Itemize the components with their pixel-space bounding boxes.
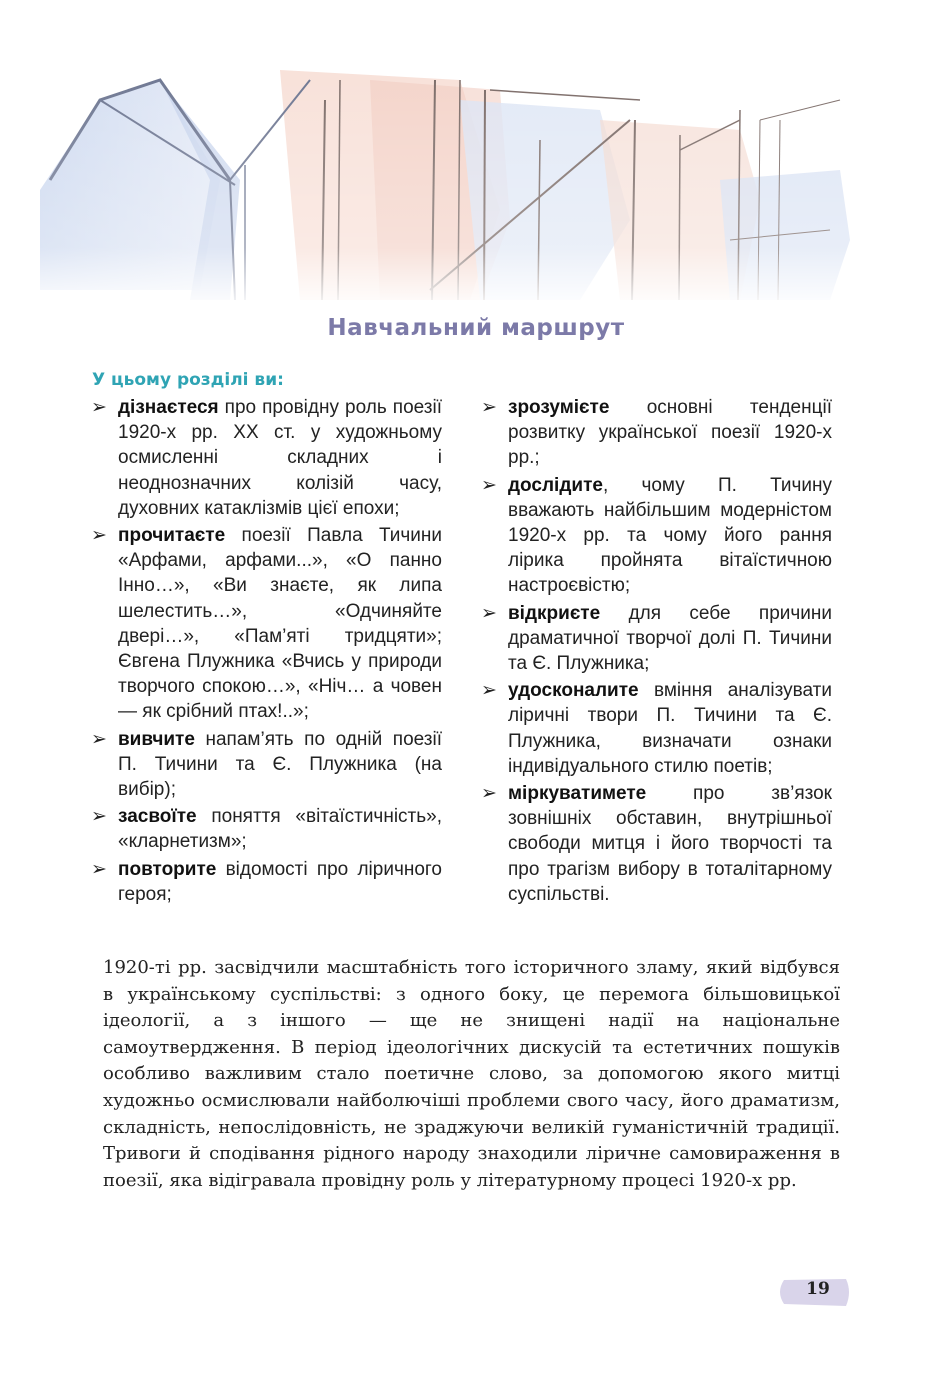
objective-text: , чому П. Тичину вважають найбільшим модерністом 1920-х рр. та чому його рання лірика пройнята вітаїстичною настроєвістю;	[508, 474, 832, 597]
objective-item	[480, 678, 832, 779]
objective-keyword: відкриєте	[508, 602, 601, 624]
objective-keyword: повторите	[118, 858, 217, 880]
arrow-bullet-icon: ➢	[481, 474, 497, 496]
objective-item	[90, 727, 442, 803]
section-intro: У цьому розділі ви:	[92, 370, 284, 390]
arrow-bullet-icon: ➢	[91, 728, 107, 750]
objective-text: поезії Павла Тичини «Арфами, арфами...», «О панно Інно…», «Ви знаєте, як липа шелестить…», «Одчиняйте двері…», «Пам’яті тридцяти»; Євгена Плужника «Вчись у природи творчого спокою…», «Ніч… а човен — як срібний птах!..»;	[118, 525, 442, 723]
objective-keyword: удосконалите	[508, 680, 639, 702]
objective-item	[480, 473, 832, 599]
objective-keyword: дізнаєтеся	[118, 397, 219, 418]
arrow-bullet-icon: ➢	[481, 783, 497, 805]
objective-text: про зв’язок зовнішніх обставин, внутрішньої свободи митця і його творчості та про трагізм вибору в тоталітарному суспільстві.	[508, 783, 832, 905]
arrow-bullet-icon: ➢	[91, 806, 107, 828]
objective-item	[90, 523, 442, 725]
arrow-bullet-icon: ➢	[481, 680, 497, 702]
objectives-left-column	[90, 395, 442, 909]
body-paragraph: 1920-ті рр. засвідчили масштабність того історичного зламу, який відбувся в українському суспільстві: з одного боку, це перемога більшовицької ідеології, а з іншого — ще не знищені надії на національне самоутвердження. В період ідеологічних дискусій та естетичних пошуків особливо важливим стало поетичне слово, за допомогою якого митці художньо осмислювали найболючіші проблеми свого часу, його драматизм, складність, непослідовність, не зраджуючи великій гуманістичній традиції. Тривоги й сподівання рідного народу знаходили ліричне самовираження в поезії, яка відігравала провідну роль у літературному процесі 1920-х рр.	[103, 957, 840, 1191]
objective-item	[90, 857, 442, 907]
objective-text: вміння аналізувати ліричні твори П. Тичини та Є. Плужника, визначати ознаки індивідуального стилю поетів;	[508, 680, 832, 777]
objective-text: поняття «вітаїстичність», «кларнетизм»;	[118, 806, 442, 853]
objective-text: основні тенденції розвитку української поезії 1920-х рр.;	[508, 397, 832, 469]
arrow-bullet-icon: ➢	[481, 602, 497, 624]
objective-text: про провідну роль поезії 1920-х рр. XX ст. у художньому осмисленні складних і неоднозначних колізій часу, духовних катаклізмів цієї епохи;	[118, 397, 442, 519]
objective-text: для себе причини драматичної творчої долі П. Тичини та Є. Плужника;	[508, 602, 832, 675]
objectives-right-column	[480, 395, 832, 909]
arrow-bullet-icon: ➢	[91, 397, 107, 418]
objective-item	[480, 601, 832, 677]
section-title: Навчальний маршрут	[327, 315, 625, 341]
objective-keyword: засвоїте	[118, 806, 197, 828]
objective-keyword: міркуватимете	[508, 783, 647, 805]
header-illustration	[40, 60, 860, 310]
objective-keyword: вивчите	[118, 728, 195, 750]
objective-text: відомості про ліричного героя;	[118, 858, 442, 905]
objective-keyword: дослідите	[508, 474, 603, 496]
objective-keyword: зрозумієте	[508, 397, 610, 418]
objective-keyword: прочитаєте	[118, 525, 226, 547]
objective-text: напам’ять по одній поезії П. Тичини та Є. Плужника (на вибір);	[118, 728, 442, 801]
objective-item	[90, 804, 442, 854]
arrow-bullet-icon: ➢	[91, 525, 107, 547]
objective-item	[90, 395, 442, 521]
objective-item	[480, 781, 832, 907]
arrow-bullet-icon: ➢	[481, 397, 497, 418]
objective-item	[480, 395, 832, 471]
page-number: 19	[806, 1279, 830, 1299]
arrow-bullet-icon: ➢	[91, 858, 107, 880]
